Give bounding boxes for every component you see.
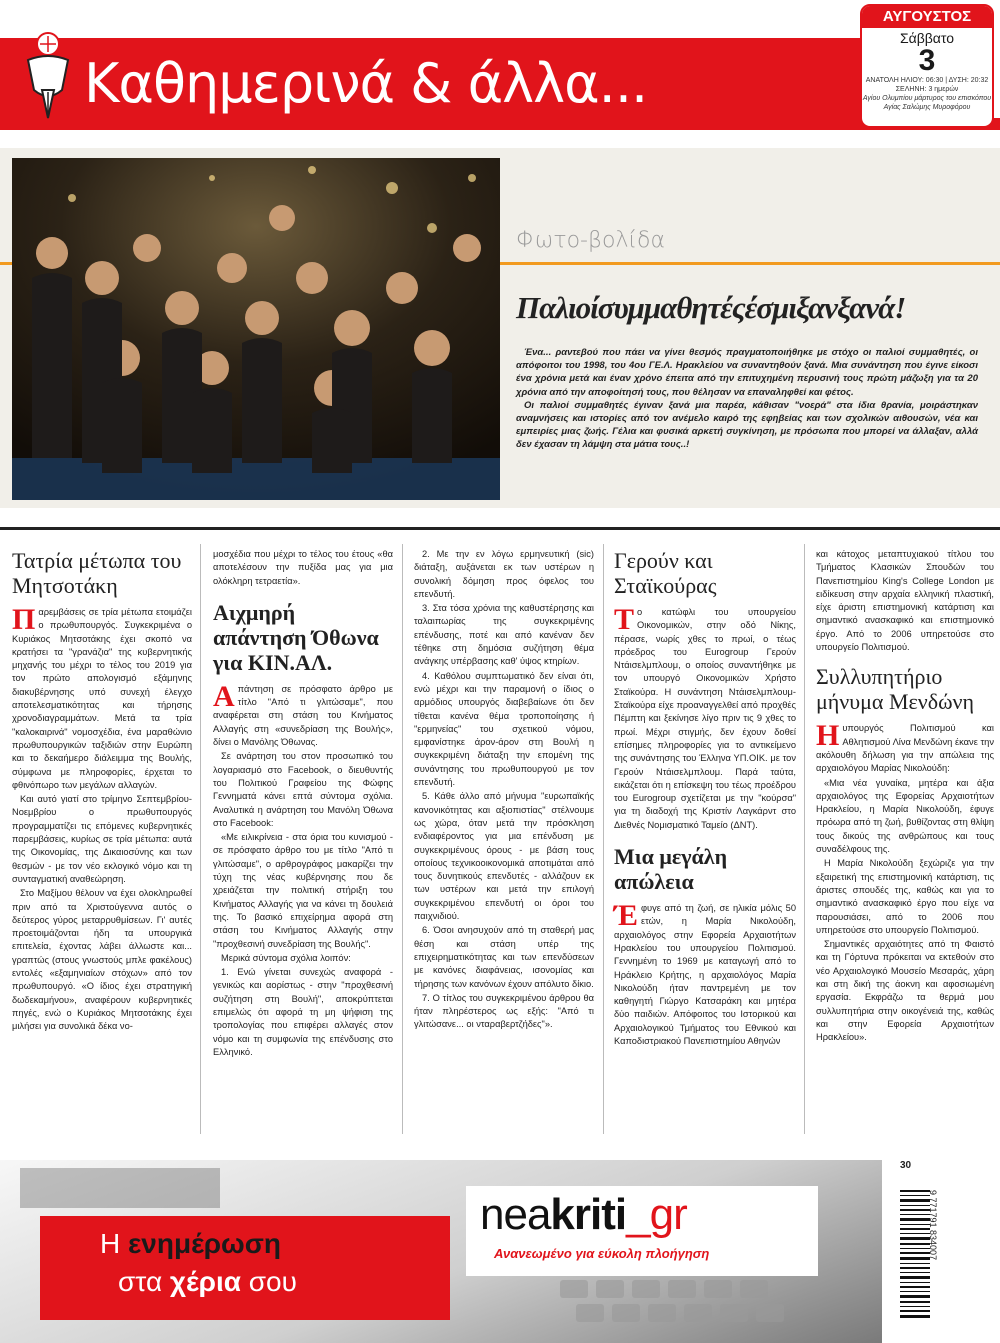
article-paragraph: Και αυτό γιατί στο τρίμηνο Σεπτεμβρίου-Νοεμβρίου ο πρωθυπουργός προγραμματίζει τις επόμενες κυβερνητικές παρεμβάσεις, κυρίως σε τρία μέτωπα: αυτά της Οικονομίας, της Δικαιοσύνης και των θεσμών - με τον νέο εκλογικό νόμο και τη συνταγματική αναθεώρηση. [12, 794, 192, 884]
moon-phase: ΣΕΛΗΝΗ: 3 ημερών [895, 86, 959, 93]
column-divider [804, 544, 805, 1134]
article-mendoni [816, 548, 994, 1046]
column-divider [200, 544, 201, 1134]
article-paragraph: Το κατώφλι του υπουργείου Οικονομικών, στην οδό Νίκης, πέρασε, νωρίς χθες το πρωί, ο τέως πρόεδρος του Eurogroup Γερούν Ντάισελμπλουμ, ο οποίος συναντήθηκε με τον υπουργό Οικονομικών Χρήστο Σταϊκούρα. Η συνάντηση Ντάισελμπλουμ-Σταϊκούρα είχε προαναγγελθεί από προχθές Πέμπτη και ξεκίνησε λίγο πριν τις 9 χθες το πρωί. Μέχρι στιγμής, δεν έχουν δοθεί επίσημες πληροφορίες για το αντικείμενο της συνάντησης του Έλληνα ΥΠ.ΟΙΚ. με τον Γερούν Ντάισελμπλουμ. Παρά ταύτα, εικάζεται ότι η επίσκεψη του τέως προέδρου του Eurogroup σχετίζεται με την "κούρσα" για τη διαδοχή της Κριστίν Λαγκάρντ στο Διεθνές Νομισματικό Ταμείο (ΔΝΤ). [614, 603, 796, 830]
section-separator [0, 527, 1000, 530]
date-month: ΑΥΓΟΥΣΤΟΣ [862, 6, 992, 28]
article-headline: Αιχμηρή απάντηση Όθωνα για ΚΙΝ.ΑΛ. [213, 599, 379, 675]
feature-title: Παλιοίσυμμαθητέςέσμιξανξανά! [516, 290, 906, 325]
section-title: Καθημερινά & άλλα... [84, 52, 648, 115]
drop-cap: Α [213, 679, 235, 713]
article-paragraph: «Με ειλικρίνεια - στα όρια του κυνισμού - σε πρόσφατο άρθρο του με τίτλο "Από τι γλιτώσαμε", ο αρθρογράφος μακαρίζει την τύχη της νέας κυβέρνησης που δε χρειάζεται την πολιτική στήριξη του Κινήματος Αλλαγής για να κάνει τη δουλειά της. Το βασικό επιχείρημα αφορά στη στάση του Κινήματος Αλλαγής στην "προχθεσινή συνεδρίαση της Βουλής". [213, 832, 393, 949]
article-paragraph: Σε ανάρτηση του στον προσωπικό του λογαριασμό στο Facebook, ο διευθυντής του Πολιτικού Γραφείου της Φώφης Γεννηματά κάνει επτά σύντομα σχόλια. Αναλυτικά η ανάρτηση του Μανόλη Όθωνα στο Facebook: [213, 751, 393, 828]
feature-paragraph-1: Ένα... ραντεβού που πάει να γίνει θεσμός πραγματοποιήθηκε με στόχο οι παλιοί συμμαθητές, οι απόφοιτοι του 1998, του 4ου ΓΕ.Λ. Ηρακλείου να συναντηθούν ξανά. Μια συνάντηση που έγινε είκοσι ένα χρόνια μετά και έναν χρόνο έπειτα από την επιτυχημένη περυσινή τους πρώτη μάζωξη για τα 20 χρόνια από την αποφοίτησή τους, που θέλησαν να επαναληφθεί και φέτος. [516, 347, 978, 398]
feature-body [516, 346, 978, 452]
article-paragraph: 6. Όσοι ανησυχούν από τη σταθερή μας θέση και στάση υπέρ της επιχειρηματικότητας και των επενδύσεων με κανόνες διαφάνειας, ισονομίας και τήρησης των κανόνων έχουν απόλυτο δίκιο. [414, 925, 594, 989]
article-paragraph: Στο Μαξίμου θέλουν να έχει ολοκληρωθεί πριν από τα Χριστούγεννα αυτός ο δεύτερος γύρος μεταρρυθμίσεων. Γι' αυτές προετοιμάζονται ήδη τα υπουργικά επιτελεία, έχοντας λάβει άλλωστε και... γραπτώς (στους γνωστούς μπλε φακέλους) εντολές «εξαμηνιαίων στόχων» από τον πρωθυπουργό. «Ο ίδιος έχει στρατηγική δωδεκαμήνου», αναφέρουν κυβερνητικές πηγές, ενώ ο Κυριάκος Μητσοτάκης έχει μιλήσει για συνολικά δέκα νο- [12, 888, 192, 1032]
article-headline: Τατρία μέτωπα του Μητσοτάκη [12, 548, 182, 598]
date-weekday: Σάββατο [899, 30, 955, 46]
article-paragraph: Έφυγε από τη ζωή, σε ηλικία μόλις 50 ετών, η Μαρία Νικολούδη, αρχαιολόγος στην Εφορεία Αρχαιοτήτων Ηρακλείου του υπουργείου Πολιτισμού. Γεννημένη το 1969 με καταγωγή από το Ηράκλειο Κρήτης, η αρχαιολόγος Μαρία Νικολούδη ήταν παντρεμένη με τον καθηγητή Γιώργο Κατσαράκη και μητέρα δύο παιδιών. Απόφοιτος του Ιστορικού και Αρχαιολογικού Τμήματος του Εθνικού και Καποδιστριακού Πανεπιστημίου Αθηνών [614, 899, 796, 1047]
ad-slogan-line-2: στα χέρια σου [118, 1266, 297, 1297]
article-othonas [213, 548, 393, 1060]
article-paragraph: Απάντηση σε πρόσφατο άρθρο με τίτλο "Από τι γλιτώσαμε", που αναφέρεται στη στάση του Κινήματος Αλλαγής στη «συνεδρίαση της Βουλής», δίνει ο Μανόλης Όθωνας. [213, 679, 393, 748]
date-box [860, 4, 994, 128]
article-paragraph: Παρεμβάσεις σε τρία μέτωπα ετοιμάζει ο πρωθυπουργός. Συγκεκριμένα ο Κυριάκος Μητσοτάκης έχει σκοπό να κρατήσει τα "γρανάζια" της κυβερνητικής μηχανής του μέχρι το τέλος του 2019 για τον πρώτο απολογισμό εξάμηνης διακυβέρνησης υπό συνεχή έλεγχο αποτελεσματικότητας και τήρησης χρονοδιαγραμμάτων. Μετά τα τρία "καλοκαιρινά" νομοσχέδια, ένα μαραθώνιο πρωθυπουργικών ταξιδιών στην Ευρώπη και το δεκαήμερο διάλειμμα της Βουλής, σύμφωνα με πληροφορίες, έρχεται το φθινόπωρο των μεγάλων αλλαγών. [12, 603, 192, 790]
sun-times: ΑΝΑΤΟΛΗ ΗΛΙΟΥ: 06:30 | ΔΥΣΗ: 20:32 [865, 77, 989, 84]
article-paragraph: μοσχέδια που μέχρι το τέλος του έτους «θα αποτελέσουν την πυξίδα μας για μια ολόκληρη τετραετία». [213, 549, 393, 586]
group-photo [12, 158, 500, 500]
article-paragraph: 1. Ενώ γίνεται συνεχώς αναφορά - γενικώς και αορίστως - στην "προχθεσινή συζήτηση στη Βουλή", αποκρύπτεται επιμελώς ότι αφορά τη μη ψήφιση της τροπολογίας που επιφέρει αλλαγές στον νόμο και τη συμφωνία της επένδυσης στο Ελληνικό. [213, 967, 393, 1057]
saints-line-2: Αγίας Σαλώμης Μυροφόρου [883, 104, 971, 111]
article-paragraph: 7. Ο τίτλος του συγκεκριμένου άρθρου θα ήταν πληρέστερος ως εξής: "Από τι γλιτώσανε... οι νταραβερτζήδες"». [414, 992, 594, 1030]
article-paragraph: Σημαντικές αρχαιότητες από τη Φαιστό και τη Γόρτυνα πρόκειται να εκτεθούν στο νέο Αρχαιολογικό Μουσείο Μεσαράς, χάρη και στη δική της άοκνη και αφοσιωμένη εργασία. Εκφράζω τα θερμά μου συλλυπητήρια στην οικογένειά της, καθώς και στην Εφορεία Αρχαιοτήτων Ηρακλείου». [816, 939, 994, 1043]
article-paragraph: Ηυπουργός Πολιτισμού και Αθλητισμού Λίνα Μενδώνη έκανε την ακόλουθη δήλωση για την απώλεια της αρχαιολόγου Μαρίας Νικολούδη: [816, 719, 994, 774]
column-divider [402, 544, 403, 1134]
column-divider [603, 544, 604, 1134]
feature-kicker: Φωτο-βολίδα [516, 228, 665, 253]
drop-cap: Τ [614, 603, 635, 636]
article-paragraph: Μερικά σύντομα σχόλια λοιπόν: [221, 952, 351, 963]
article-dijsselbloem [614, 548, 796, 1049]
article-headline: Γερούν και Σταϊκούρας [614, 548, 717, 598]
ad-brand-logo[interactable]: neakriti_gr [480, 1190, 687, 1239]
article-othonas-continued [414, 548, 594, 1033]
article-paragraph: Η Μαρία Νικολούδη ξεχώριζε για την εξαιρετική της επιστημονική κατάρτιση, τις άριστες σπουδές της, καθώς και για το σημαντικό ανασκαφικό έργο που είχε να παρουσιάσει, από το 2006 που υπηρετούσε στο υπουργείο Πολιτισμού. [816, 858, 994, 935]
article-paragraph: 4. Καθόλου συμπτωματικό δεν είναι ότι, ενώ μέχρι και την παραμονή ο ίδιος ο αρμόδιος υπουργός διαβεβαίωνε ότι δεν τίθεται κανένα θέμα τροποποίησης ή "ερμηνείας" του σχετικού νόμου, εμφανίστηκε άρον-άρον στη Βουλή η συγκεκριμένη διάταξη την επομένη της συνάντησης του πρωθυπουργού με τον επενδυτή. [414, 670, 594, 788]
drop-cap: Η [816, 719, 840, 753]
drop-cap: Έ [614, 899, 638, 933]
article-mitsotakis [12, 548, 192, 1035]
article-paragraph: και κάτοχος μεταπτυχιακού τίτλου του Τμήματος Κλασικών Σπουδών του Πανεπιστημίου King's College London με ειδίκευση στην αρχαία ελληνική πλαστική, είχε άριστη επιστημονική κατάρτιση και σημαντικό ανασκαφικό και επιστημονικό έργο. Από το 2006 υπηρετούσε στο υπουργείο Πολιτισμού. [816, 549, 994, 653]
ad-slogan-line-1: Η ενημέρωση [100, 1228, 281, 1259]
article-paragraph: 2. Με την εν λόγω ερμηνευτική (sic) διάταξη, αυξάνεται εκ των υστέρων η συνολική δόμηση προς όφελος του επενδυτή. [414, 549, 594, 599]
pen-nib-logo-icon [18, 30, 78, 122]
barcode-number: 9 771791 834007 [928, 1190, 938, 1261]
article-paragraph: 5. Κάθε άλλο από μήνυμα "ευρωπαϊκής κανονικότητας και αξιοπιστίας" στέλνουμε ως χώρα, όταν μετά την πρόσκληση ενδιαφέροντος για μια επένδυση με συγκεκριμένους όρους - με βάση τους οποίους τεχνικοοικονομικά αποτιμάται από τους δυνητικούς επενδυτές - αλλάζουν εκ των υστέρων και μετά την επιλογή συγκεκριμένου επενδυτή οι όροι του παιχνιδιού. [414, 791, 594, 922]
saints-line-1: Αγίου Ολυμπίου μάρτυρος του επισκόπου [862, 95, 992, 102]
ad-tagline: Ανανεωμένο για εύκολη πλοήγηση [494, 1246, 710, 1261]
article-paragraph: «Μια νέα γυναίκα, μητέρα και άξια αρχαιολόγος της Εφορείας Αρχαιοτήτων Ηρακλείου, η Μαρία Νικολούδη, έφυγε πρόωρα από τη ζωή, βυθίζοντας στη θλίψη τους δικούς της ανθρώπους και τους συναδέλφους της. [816, 777, 994, 855]
feature-paragraph-2: Οι παλιοί συμμαθητές έγιναν ξανά μια παρέα, κάθισαν "νοερά" στα ίδια θρανία, μοιράστηκαν αναμνήσεις και ιστορίες από τον ανέμελο καιρό της εφηβείας και των σχολικών αιθουσών, νέα και εμπειρίες μιας ζωής. Γέλια και φυσικά αρκετή συγκίνηση, με πρόσωπα που μπορεί να άλλαξαν, αλλά δεν έχασαν τη λάμψη στα μάτια τους..! [516, 399, 978, 451]
article-paragraph: 3. Στα τόσα χρόνια της καθυστέρησης και ταλαιπωρίας της συγκεκριμένης επένδυσης, ποτέ και από κανέναν δεν τέθηκε στη δημόσια συζήτηση θέμα ανάγκης υπέρβασης καθ' ύψος κτηρίων. [414, 603, 594, 667]
article-headline: Μια μεγάλη απώλεια [614, 844, 728, 895]
date-day: 3 [918, 44, 936, 77]
article-headline: Συλλυπητήριο μήνυμα Μενδώνη [816, 664, 975, 715]
drop-cap: Π [12, 603, 36, 636]
issue-number: 30 [900, 1160, 912, 1171]
